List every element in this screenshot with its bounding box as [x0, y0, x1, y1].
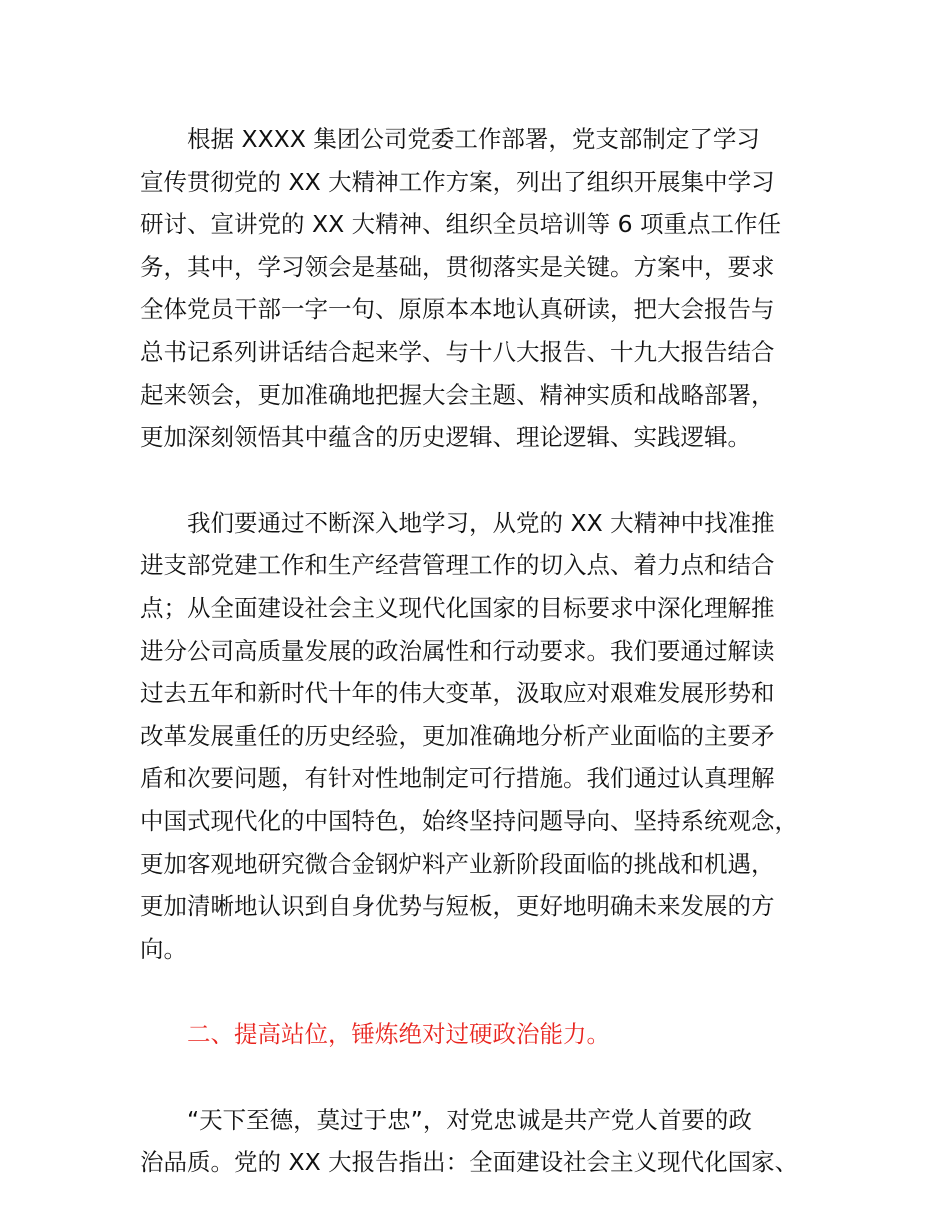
paragraph-line: 向。	[140, 934, 187, 963]
paragraph-3	[140, 1099, 840, 1184]
paragraph-line: 治品质。党的 XX 大报告指出：全面建设社会主义现代化国家、	[140, 1148, 799, 1177]
document-body	[140, 118, 840, 1227]
paragraph-line: 研讨、宣讲党的 XX 大精神、组织全员培训等 6 项重点工作任	[140, 210, 782, 239]
paragraph-line: 中国式现代化的中国特色，始终坚持问题导向、坚持系统观念，	[140, 806, 798, 835]
paragraph-line: 全体党员干部一字一句、原原本本地认真研读，把大会报告与	[140, 295, 775, 324]
paragraph-line: 点；从全面建设社会主义现代化国家的目标要求中深化理解推	[140, 593, 775, 622]
paragraph-line: 总书记系列讲话结合起来学、与十八大报告、十九大报告结合	[140, 337, 775, 366]
paragraph-line: 根据 XXXX 集团公司党委工作部署，党支部制定了学习	[187, 125, 760, 153]
paragraph-line: 改革发展重任的历史经验，更加准确地分析产业面临的主要矛	[140, 721, 775, 750]
paragraph-line: 宣传贯彻党的 XX 大精神工作方案，列出了组织开展集中学习	[140, 167, 775, 196]
paragraph-line: 进支部党建工作和生产经营管理工作的切入点、着力点和结合	[140, 551, 775, 580]
paragraph-line: 务，其中，学习领会是基础，贯彻落实是关键。方案中，要求	[140, 252, 775, 281]
paragraph-1	[140, 118, 840, 459]
paragraph-line: 更加深刻领悟其中蕴含的历史逻辑、理论逻辑、实践逻辑。	[140, 423, 751, 452]
paragraph-line: 更加客观地研究微合金钢炉料产业新阶段面临的挑战和机遇，	[140, 849, 775, 878]
paragraph-line: 起来领会，更加准确地把握大会主题、精神实质和战略部署，	[140, 380, 775, 409]
paragraph-line: “天下至德，莫过于忠”，对党忠诚是共产党人首要的政	[187, 1105, 752, 1134]
paragraph-2	[140, 502, 840, 971]
paragraph-line: 过去五年和新时代十年的伟大变革，汲取应对艰难发展形势和	[140, 679, 775, 708]
paragraph-line: 我们要通过不断深入地学习，从党的 XX 大精神中找准推	[187, 508, 775, 537]
section-heading: 二、提高站位，锤炼绝对过硬政治能力。	[187, 1020, 610, 1049]
paragraph-line: 进分公司高质量发展的政治属性和行动要求。我们要通过解读	[140, 636, 775, 665]
paragraph-line: 更加清晰地认识到自身优势与短板，更好地明确未来发展的方	[140, 892, 775, 921]
paragraph-line: 盾和次要问题，有针对性地制定可行措施。我们通过认真理解	[140, 764, 775, 793]
